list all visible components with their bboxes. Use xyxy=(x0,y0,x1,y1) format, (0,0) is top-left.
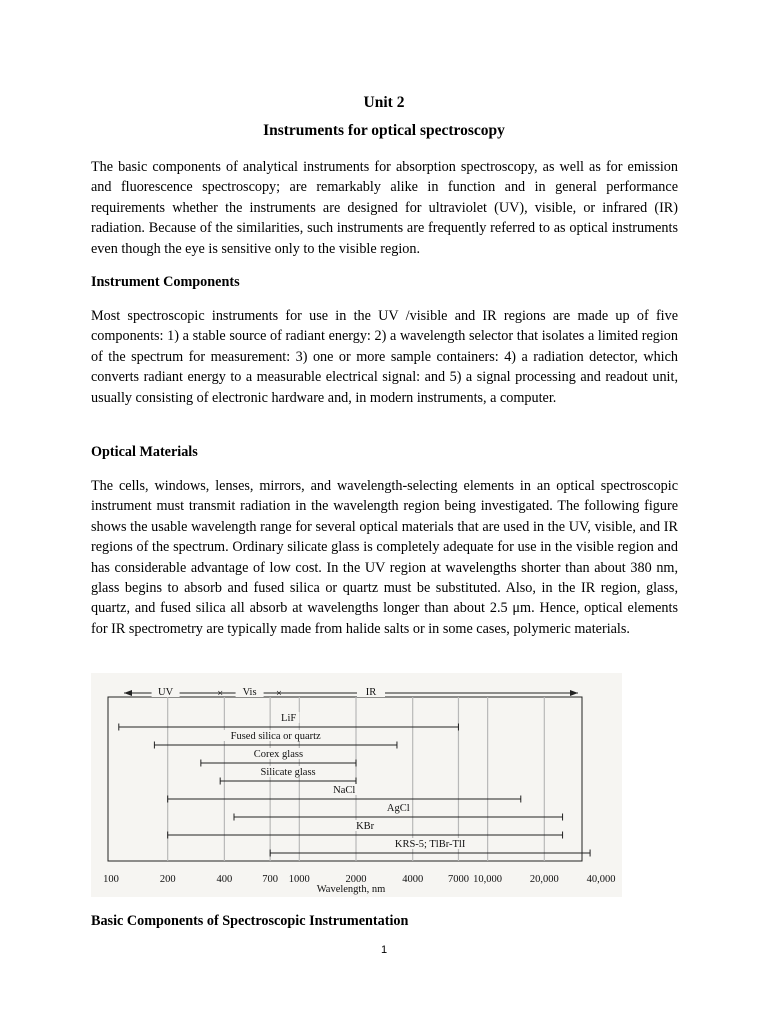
x-tick-label: 200 xyxy=(159,874,176,885)
range-label: KRS-5; TlBr-TlI xyxy=(394,839,466,850)
intro-paragraph: The basic components of analytical instruments for absorption spectroscopy, as well as for emission and fluorescence spectroscopy; are remarkably alike in function and in general performance requirements whether the instruments are designed for ultraviolet (UV), visible, or infrared (IR) radiation. Because of the similarities, such instruments are frequently referred to as optical instruments even though the eye is sensitive only to the visible region. xyxy=(91,159,678,257)
x-tick-label: 7000 xyxy=(447,874,469,885)
x-tick-label: 400 xyxy=(216,874,233,885)
x-tick-label: 4000 xyxy=(402,874,424,885)
range-label: NaCl xyxy=(333,785,356,796)
range-label: Corex glass xyxy=(253,749,304,760)
instrument-components-heading: Instrument Components xyxy=(91,274,240,290)
range-label: AgCl xyxy=(386,803,410,814)
region-boundary-mark: × xyxy=(276,688,282,700)
range-label: LiF xyxy=(281,713,297,724)
x-tick-label: 40,000 xyxy=(586,874,616,885)
x-tick-label: 2000 xyxy=(345,874,367,885)
unit-title: Unit 2 xyxy=(363,94,405,111)
optical-materials-heading: Optical Materials xyxy=(91,444,198,460)
x-tick-label: 700 xyxy=(262,874,279,885)
x-tick-label: 1000 xyxy=(288,874,310,885)
optical-materials-paragraph: The cells, windows, lenses, mirrors, and wavelength-selecting elements in an optical spectroscopic instrument must transmit radiation in the wavelength region being investigated. The following figure shows the usable wavelength range for several optical materials that are used in the UV, visible, and IR regions of the spectrum. Ordinary silicate glass is completely adequate for use in the visible region and has considerable advantage of low cost. In the UV region at wavelengths shorter than about 380 nm, glass begins to absorb and fused silica or quartz must be substituted. Also, in the IR region, glass, quartz, and fused silica all absorb at wavelengths longer than about 2.5 μm. Hence, optical elements for IR spectrometry are typically made from halide salts or in some cases, polymeric materials. xyxy=(91,478,678,637)
wavelength-range-chart xyxy=(91,673,622,897)
x-tick-label: 10,000 xyxy=(473,874,503,885)
range-label: Fused silica or quartz xyxy=(230,731,321,742)
optical-materials-figure xyxy=(91,673,622,897)
plot-frame xyxy=(108,697,582,861)
region-label: Vis xyxy=(242,687,257,698)
x-axis-label: Wavelength, nm xyxy=(316,884,386,895)
instrument-components-paragraph: Most spectroscopic instruments for use in the UV /visible and IR regions are made up of five components: 1) a stable source of radiant energy: 2) a wavelength selector that isolates a limited region of the spectrum for measurement: 3) one or more sample containers: 4) a radiation detector, which converts radiant energy to a measurable electrical signal: and 5) a signal processing and readout unit, usually consisting of electronic hardware and, in modern instruments, a computer. xyxy=(91,308,678,406)
region-axis-arrow-left xyxy=(124,690,132,696)
region-label: UV xyxy=(158,687,174,698)
x-tick-label: 20,000 xyxy=(529,874,559,885)
basic-components-heading: Basic Components of Spectroscopic Instrumentation xyxy=(91,913,409,929)
region-label: IR xyxy=(365,687,377,698)
range-label: Silicate glass xyxy=(260,767,316,778)
page-number: 1 xyxy=(380,944,388,956)
page-title: Instruments for optical spectroscopy xyxy=(263,122,505,139)
x-tick-label: 100 xyxy=(103,874,119,885)
region-boundary-mark: × xyxy=(217,688,224,700)
region-axis-arrow-right xyxy=(570,690,578,696)
range-label: KBr xyxy=(356,821,375,832)
